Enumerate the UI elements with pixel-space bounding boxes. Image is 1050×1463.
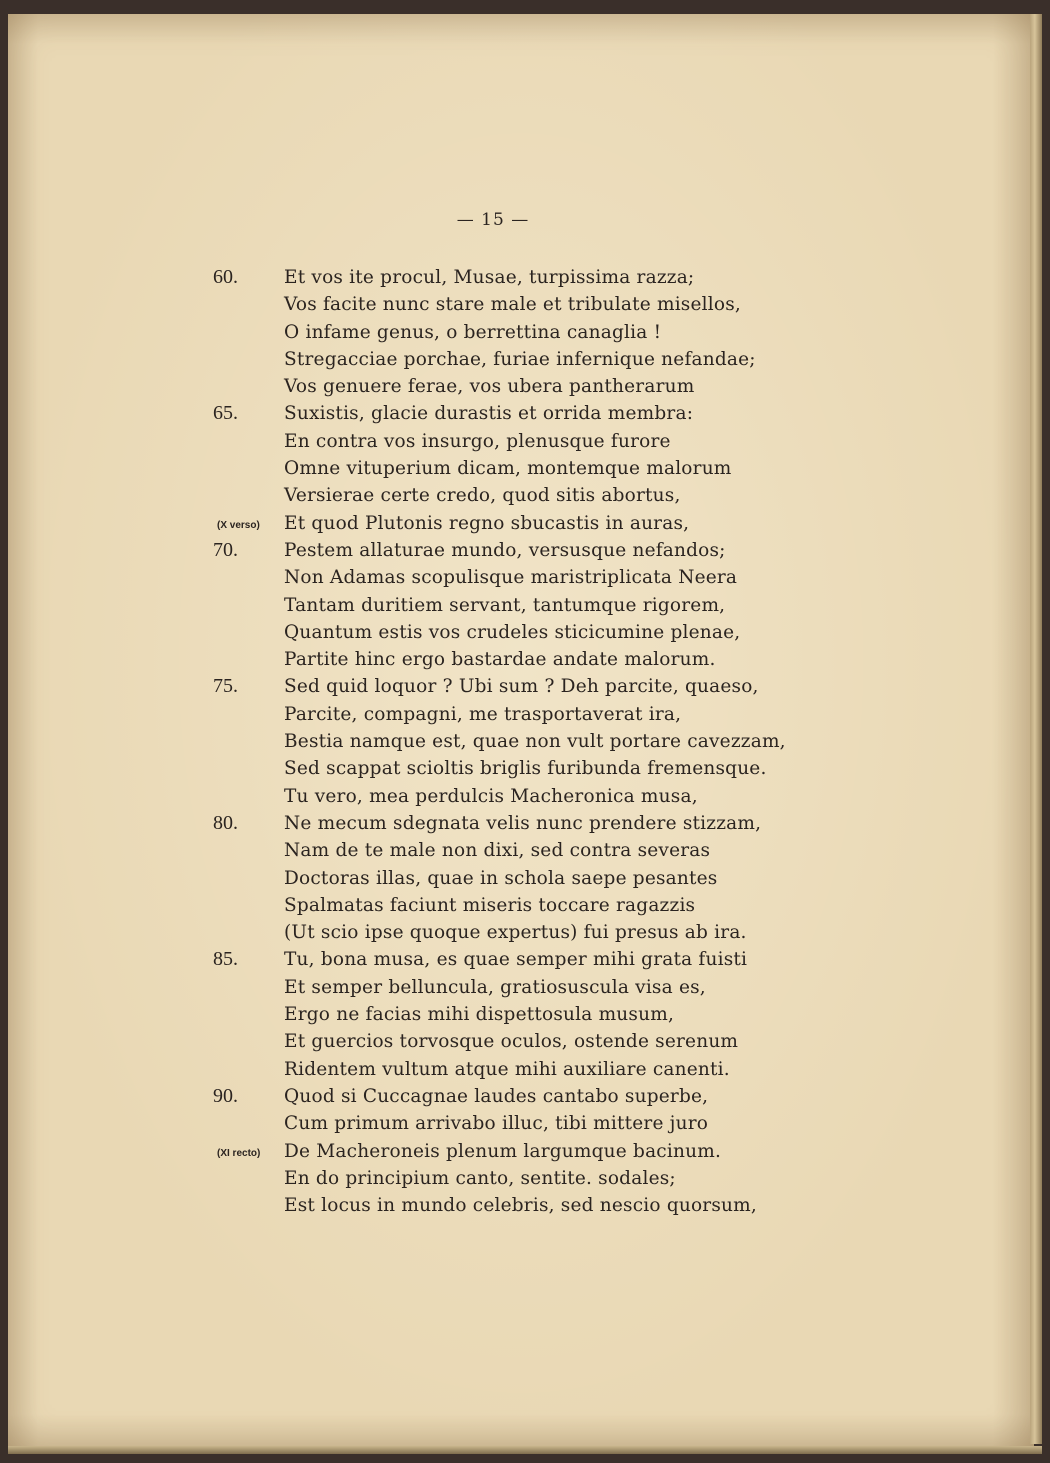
verse-text: Sed scappat scioltis briglis furibunda fremensque. (284, 758, 767, 780)
verse-text: Et vos ite procul, Musae, turpissima razza; (284, 267, 695, 288)
verse-text: Ergo ne facias mihi dispettosula musum, (284, 1004, 675, 1026)
verse-text: O infame genus, o berrettina canaglia ! (284, 321, 662, 343)
verse-text: Tu, bona musa, es quae semper mihi grata fuisti (284, 949, 748, 971)
verse-line (8, 783, 1034, 810)
line-number: 85. (213, 948, 238, 971)
verse-text: Ne mecum sdegnata velis nunc prendere stizzam, (284, 812, 762, 834)
verse-text: En do principium canto, sentite. sodales; (284, 1167, 676, 1189)
verse-text: Parcite, compagni, me trasportaverat ira, (284, 703, 682, 725)
verse-text: Et quod Plutonis regno sbucastis in auras, (284, 512, 690, 534)
verse-line (8, 1192, 1034, 1219)
verse-text: Vos genuere ferae, vos ubera pantherarum (284, 376, 695, 398)
verse-line (8, 810, 1034, 837)
verse-text: Partite hinc ergo bastardae andate malorum. (284, 649, 716, 671)
verse-line (8, 1001, 1034, 1028)
page-edge-bottom (8, 1446, 1042, 1454)
verse-line (8, 646, 1034, 673)
line-number: 90. (213, 1084, 238, 1107)
verse-text: Sed quid loquor ? Ubi sum ? Deh parcite, quaeso, (284, 676, 759, 698)
line-number: 75. (213, 675, 238, 698)
verse-text: Non Adamas scopulisque maristriplicata Neera (284, 567, 738, 589)
line-number: 60. (213, 266, 238, 288)
verse-line (8, 428, 1034, 455)
line-number: 80. (213, 811, 238, 834)
verse-line (8, 1056, 1034, 1083)
verse-line (8, 291, 1034, 318)
verse-text: Est locus in mundo celebris, sed nescio quorsum, (284, 1195, 757, 1217)
verse-line (8, 482, 1034, 509)
verse-text: Spalmatas faciunt miseris toccare ragazzis (284, 894, 696, 916)
verse-line (8, 701, 1034, 728)
verse-text: (Ut scio ipse quoque expertus) fui presus ab ira. (284, 922, 747, 944)
verse-line (8, 1083, 1034, 1110)
verse-line (8, 1110, 1034, 1137)
verse-line (8, 837, 1034, 864)
book-page (8, 14, 1034, 1452)
verse-text: Ridentem vultum atque mihi auxiliare canenti. (284, 1058, 730, 1080)
verse-line (8, 728, 1034, 755)
verse-text: Bestia namque est, quae non vult portare cavezzam, (284, 731, 786, 753)
verse-line (8, 373, 1034, 400)
verse-text: Versierae certe credo, quod sitis abortus, (284, 485, 681, 507)
verse-line (8, 564, 1034, 591)
line-number: 65. (213, 402, 238, 425)
page-edge-right (1030, 14, 1042, 1444)
verse-text: Quod si Cuccagnae laudes cantabo superbe, (284, 1085, 709, 1107)
folio-marker: (XI recto) (217, 1147, 261, 1159)
verse-line (8, 673, 1034, 700)
verse-line (8, 919, 1034, 946)
verse-line (8, 892, 1034, 919)
verse-text: Nam de te male non dixi, sed contra severas (284, 840, 711, 862)
verse-text: Et guercios torvosque oculos, ostende serenum (284, 1031, 739, 1053)
verse-text: Stregacciae porchae, furiae infernique nefandae; (284, 348, 756, 370)
verse-line (8, 592, 1034, 619)
verse-line (8, 1028, 1034, 1055)
verse-text: Omne vituperium dicam, montemque malorum (284, 458, 732, 480)
verse-text: Quantum estis vos crudeles sticicumine plenae, (284, 621, 741, 643)
verse-line (8, 537, 1034, 564)
verse-text: Vos facite nunc stare male et tribulate misellos, (284, 294, 741, 316)
verse-text: Et semper belluncula, gratiosuscula visa es, (284, 976, 706, 998)
verse-text: Pestem allaturae mundo, versusque nefandos; (284, 539, 726, 561)
verse-text: Cum primum arrivabo illuc, tibi mittere juro (284, 1113, 709, 1135)
verse-line (8, 346, 1034, 373)
folio-marker: (X verso) (217, 519, 260, 531)
verse-text: En contra vos insurgo, plenusque furore (284, 430, 671, 452)
verse-text: De Macheroneis plenum largumque bacinum. (284, 1140, 722, 1162)
line-number: 70. (213, 538, 238, 561)
verse-line (8, 319, 1034, 346)
verse-text: Tantam duritiem servant, tantumque rigorem, (284, 594, 726, 616)
verse-line (8, 1165, 1034, 1192)
verse-line (8, 264, 1034, 291)
verse-line (8, 455, 1034, 482)
verse-line (8, 619, 1034, 646)
verse-text: Suxistis, glacie durastis et orrida membra: (284, 403, 694, 425)
page-number: — 15 — (456, 210, 530, 230)
verse-line (8, 974, 1034, 1001)
verse-line (8, 1138, 1034, 1165)
verse-line (8, 510, 1034, 537)
verse-list (8, 264, 1034, 1219)
verse-line (8, 755, 1034, 782)
verse-text: Doctoras illas, quae in schola saepe pesantes (284, 867, 718, 889)
verse-line (8, 946, 1034, 973)
verse-line (8, 400, 1034, 427)
verse-line (8, 865, 1034, 892)
verse-text: Tu vero, mea perdulcis Macheronica musa, (284, 785, 698, 807)
